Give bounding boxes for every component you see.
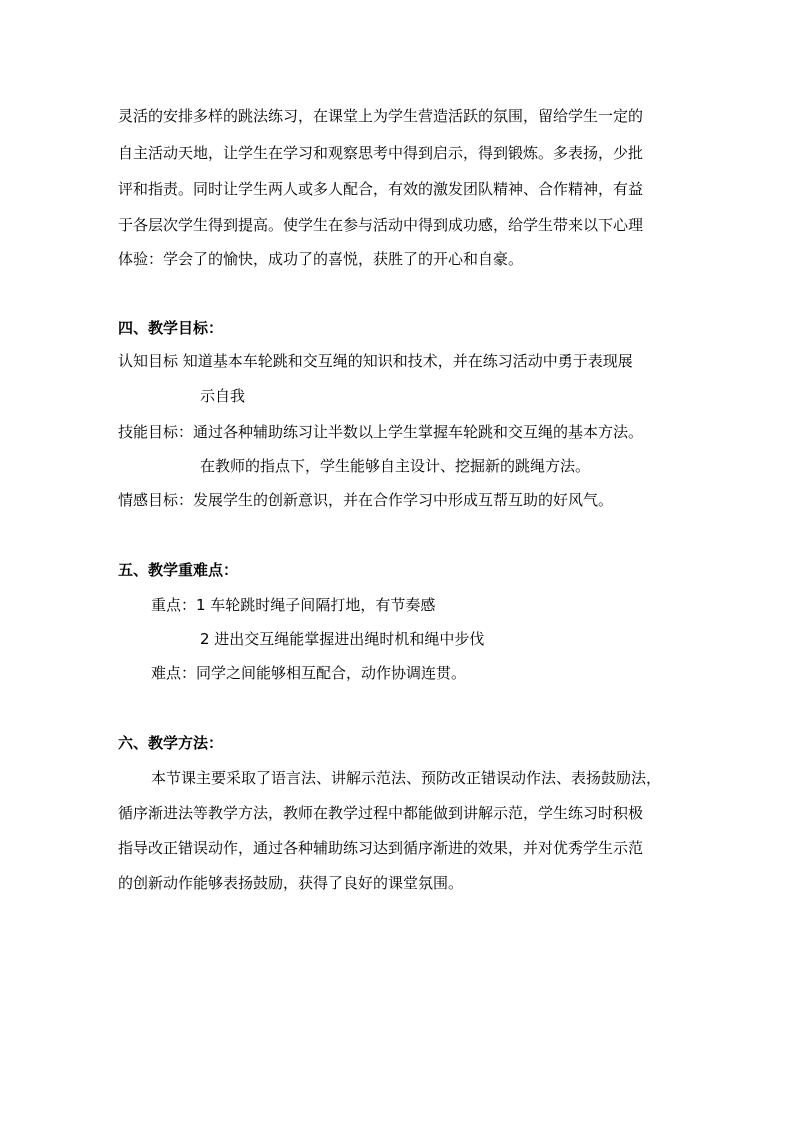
methods-line-2: 循序渐进法等教学方法，教师在教学过程中都能做到讲解示范，学生练习时积极	[118, 804, 644, 822]
intro-line-1: 灵活的安排多样的跳法练习，在课堂上为学生营造活跃的氛围，留给学生一定的	[118, 107, 644, 125]
methods-line-3: 指导改正错误动作，通过各种辅助练习达到循序渐进的效果，并对优秀学生示范	[118, 839, 644, 857]
intro-line-2: 自主活动天地，让学生在学习和观察思考中得到启示，得到锻炼。多表扬，少批	[118, 144, 644, 162]
methods-line-4: 的创新动作能够表扬鼓励，获得了良好的课堂氛围。	[118, 874, 464, 892]
skill-goal-line-2: 在教师的指点下，学生能够自主设计、挖掘新的跳绳方法。	[200, 457, 591, 475]
section-heading-teaching-methods: 六、教学方法：	[118, 734, 224, 752]
key-point-1: 重点：1 车轮跳时绳子间隔打地，有节奏感	[151, 596, 436, 614]
intro-line-4: 于各层次学生得到提高。使学生在参与活动中得到成功感，给学生带来以下心理	[118, 216, 644, 234]
skill-goal-line-1: 技能目标：通过各种辅助练习让半数以上学生掌握车轮跳和交互绳的基本方法。	[118, 423, 644, 441]
methods-line-1: 本节课主要采取了语言法、讲解示范法、预防改正错误动作法、表扬鼓励法，	[151, 769, 662, 787]
key-point-2: 2 进出交互绳能掌握进出绳时机和绳中步伐	[200, 630, 485, 648]
cognitive-goal-line-2: 示自我	[200, 387, 246, 405]
section-heading-teaching-goals: 四、教学目标：	[118, 319, 224, 337]
intro-line-5: 体验：学会了的愉快，成功了的喜悦，获胜了的开心和自豪。	[118, 250, 524, 268]
section-heading-key-points: 五、教学重难点：	[118, 561, 239, 579]
intro-line-3: 评和指责。同时让学生两人或多人配合，有效的激发团队精神、合作精神，有益	[118, 180, 644, 198]
cognitive-goal-line-1: 认知目标 知道基本车轮跳和交互绳的知识和技术，并在练习活动中勇于表现展	[118, 352, 633, 370]
difficulty-point: 难点：同学之间能够相互配合，动作协调连贯。	[151, 664, 467, 682]
emotion-goal-line-1: 情感目标：发展学生的创新意识，并在合作学习中形成互帮互助的好风气。	[118, 491, 614, 509]
